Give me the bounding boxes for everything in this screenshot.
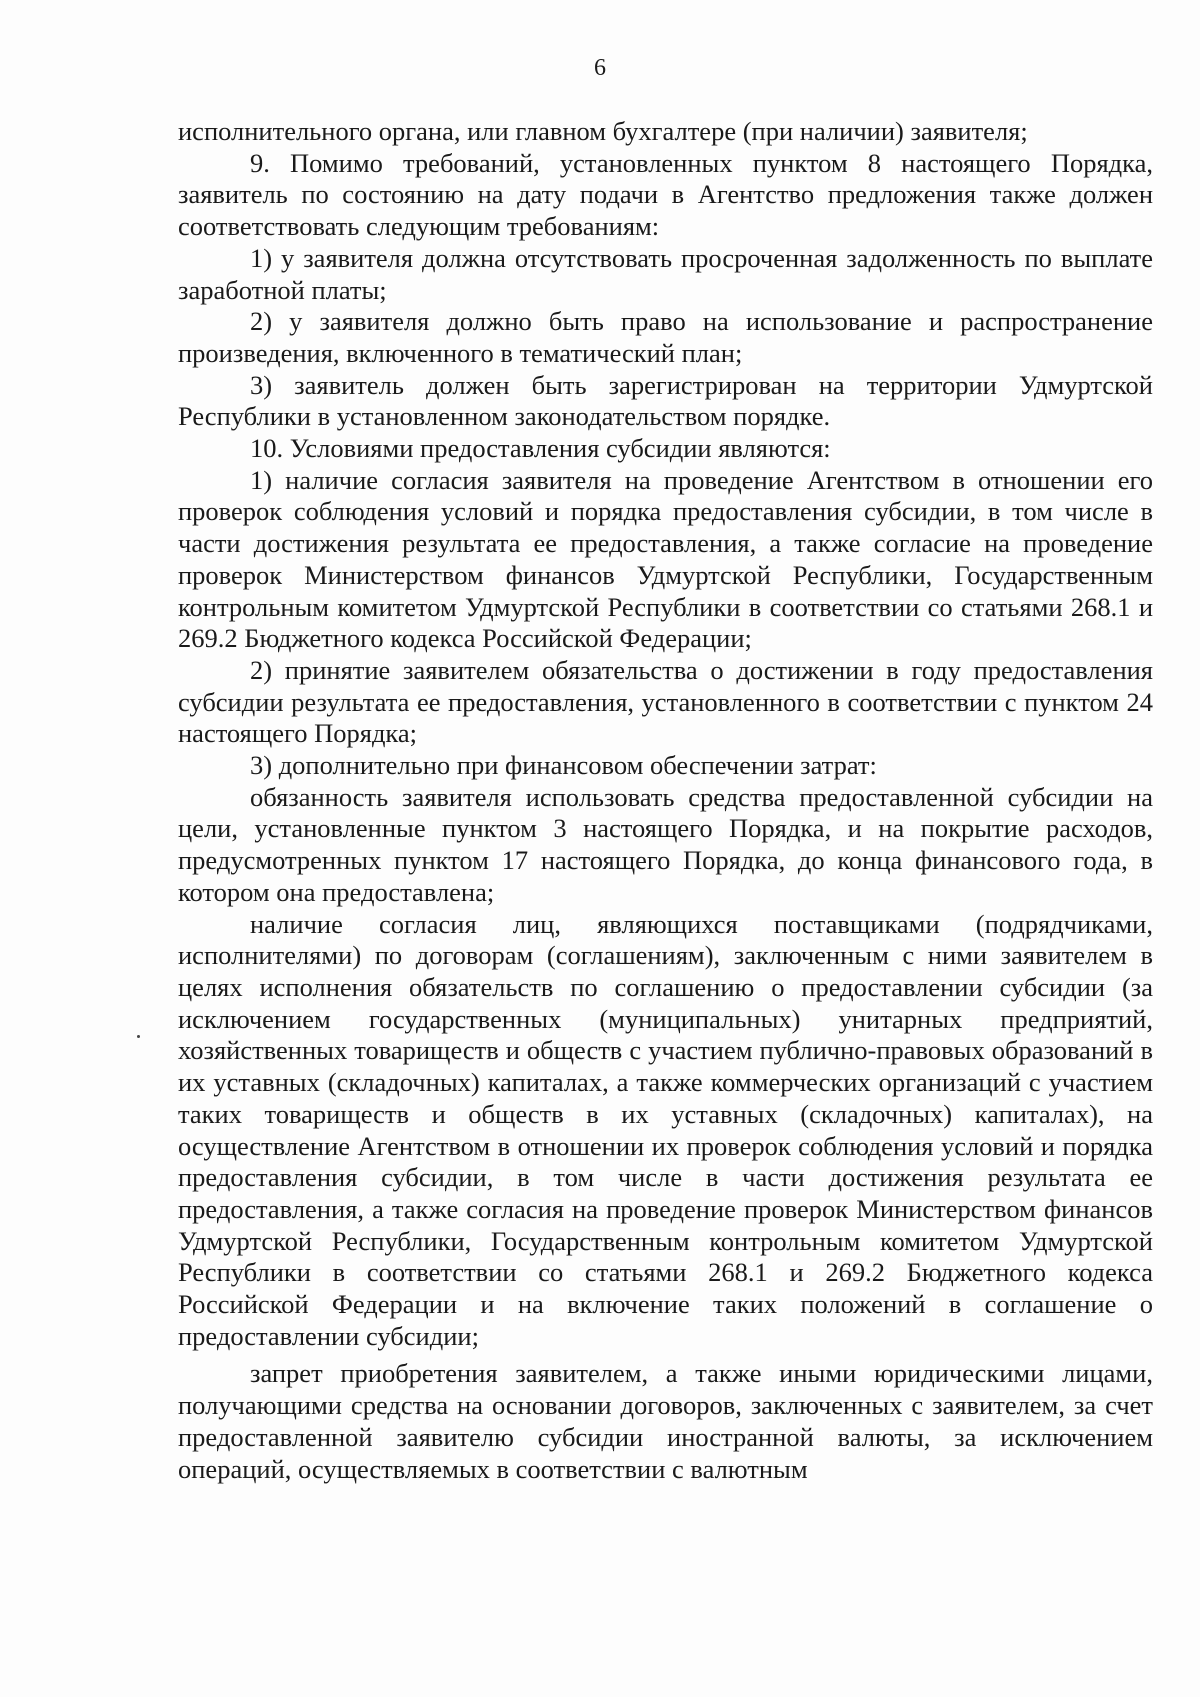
paragraph-obligation-funds: обязанность заявителя использовать средства предоставленной субсидии на цели, установленные пунктом 3 настоящего Порядка, и на покрытие расходов, предусмотренных пунктом 17 настоящего Порядка, до конца финансового года, в котором она предоставлена; (178, 781, 1153, 907)
document-body (178, 116, 1153, 1485)
paragraph-clause-9-item-3: 3) заявитель должен быть зарегистрирован на территории Удмуртской Республики в установленном законодательством порядке. (178, 369, 1153, 432)
paragraph-continuation: исполнительного органа, или главном бухгалтере (при наличии) заявителя; (178, 116, 1028, 146)
paragraph-currency-prohibition: запрет приобретения заявителем, а также иными юридическими лицами, получающими средства на основании договоров, заключенных с заявителем, за счет предоставленной заявителю субсидии иностранной валюты, за исключением операций, осуществляемых в соответствии с валютным (178, 1358, 1153, 1484)
paragraph-consent-suppliers: наличие согласия лиц, являющихся поставщиками (подрядчиками, исполнителями) по договорам (соглашениям), заключенным с ними заявителем в целях исполнения обязательств по соглашению о предоставлении субсидии (за исключением государственных (муниципальных) унитарных предприятий, хозяйственных товариществ и обществ с участием публично-правовых образований в их уставных (складочных) капиталах, а также коммерческих организаций с участием таких товариществ и обществ в их уставных (складочных) капиталах), на осуществление Агентством в отношении их проверок соблюдения условий и порядка предоставления субсидии, в том числе в части достижения результата ее предоставления, а также согласия на проведение проверок Министерством финансов Удмуртской Республики, Государственным контрольным комитетом Удмуртской Республики в соответствии со статьями 268.1 и 269.2 Бюджетного кодекса Российской Федерации и на включение таких положений в соглашение о предоставлении субсидии; (178, 908, 1153, 1351)
paragraph-clause-9-item-2: 2) у заявителя должно быть право на использование и распространение произведения, включенного в тематический план; (178, 306, 1153, 368)
scan-speck (137, 1035, 140, 1038)
paragraph-clause-9: 9. Помимо требований, установленных пунктом 8 настоящего Порядка, заявитель по состоянию на дату подачи в Агентство предложения также должен соответствовать следующим требованиям: (178, 147, 1153, 242)
page-number: 6 (594, 55, 606, 81)
paragraph-clause-9-item-1: 1) у заявителя должна отсутствовать просроченная задолженность по выплате заработной платы; (178, 242, 1153, 305)
paragraph-clause-10-item-1: 1) наличие согласия заявителя на проведение Агентством в отношении его проверок соблюдения условий и порядка предоставления субсидии, в том числе в части достижения результата ее предоставления, а также согласие на проведение проверок Министерством финансов Удмуртской Республики, Государственным контрольным комитетом Удмуртской Республики в соответствии со статьями 268.1 и 269.2 Бюджетного кодекса Российской Федерации; (178, 464, 1153, 654)
paragraph-clause-10: 10. Условиями предоставления субсидии являются: (250, 433, 831, 464)
paragraph-clause-10-item-2: 2) принятие заявителем обязательства о достижении в году предоставления субсидии результата ее предоставления, установленного в соответствии с пунктом 24 настоящего Порядка; (178, 654, 1153, 749)
paragraph-clause-10-item-3: 3) дополнительно при финансовом обеспечении затрат: (250, 750, 877, 781)
